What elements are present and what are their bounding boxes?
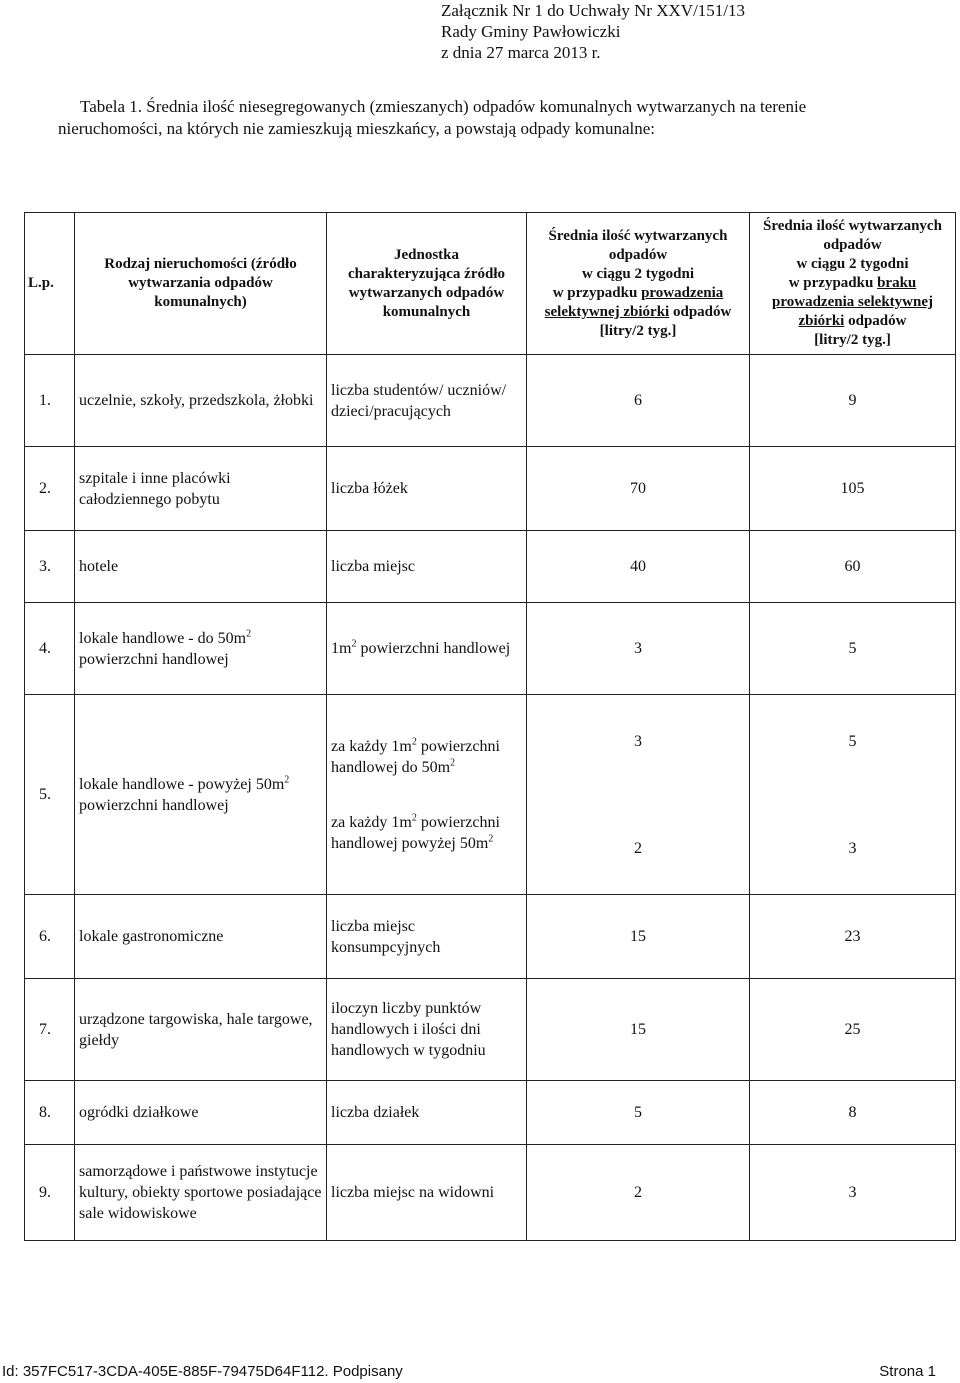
row-jednostka: liczba miejsc na widowni [327,1145,527,1241]
row-jednostka [327,695,527,895]
header-jednostka: Jednostka charakteryzująca źródło wytwarzanych odpadów komunalnych [327,213,527,355]
header-rodzaj: Rodzaj nieruchomości (źródło wytwarzania odpadów komunalnych) [75,213,327,355]
page-number: Strona 1 [879,1363,936,1380]
row-lp: 7. [25,979,75,1081]
council-line: Rady Gminy Pawłowiczki [441,22,621,41]
row-jednostka: liczba miejsc [327,531,527,603]
table-row [25,603,956,695]
header-non-selective: Średnia ilość wytwarzanych odpadów w ciągu 2 tygodni w przypadku braku prowadzenia selektywnej zbiórki odpadów [litry/2 tyg.] [750,213,956,355]
waste-table [24,212,956,1241]
table-row [25,531,956,603]
row-jednostka: liczba łóżek [327,447,527,531]
row-selective-value: 6 [527,355,750,447]
row-selective-value: 5 [527,1081,750,1145]
row-non-selective-value: 105 [750,447,956,531]
row-rodzaj: lokale handlowe - do $50m^2$ powierzchni handlowej [75,603,327,695]
row-non-selective-value: 3 [750,1145,956,1241]
table-caption [58,96,958,140]
row-lp: 2. [25,447,75,531]
row-selective-value: 70 [527,447,750,531]
row-selective-value: 3 [527,603,750,695]
row-rodzaj: lokale gastronomiczne [75,895,327,979]
header-selective: Średnia ilość wytwarzanych odpadów w ciągu 2 tygodni w przypadku prowadzenia selektywnej zbiórki odpadów [litry/2 tyg.] [527,213,750,355]
table-row [25,1145,956,1241]
row-jednostka: $1m^2$ powierzchni handlowej [327,603,527,695]
attachment-line: Załącznik Nr 1 do Uchwały Nr XXV/151/13 [441,1,746,20]
row-selective-value: 2 [527,1145,750,1241]
table-row [25,895,956,979]
row-non-selective-value: 5 3 [750,695,956,895]
row-jednostka: liczba działek [327,1081,527,1145]
row-rodzaj: szpitale i inne placówki całodziennego pobytu [75,447,327,531]
row-lp: 9. [25,1145,75,1241]
sub-unit-1: za każdy $1m^2$ powierzchni handlowej do $50m^2$ [331,736,500,776]
header-lp: L.p. [25,213,75,355]
row-jednostka: iloczyn liczby punktów handlowych i ilości dni handlowych w tygodniu [327,979,527,1081]
row-lp: 1. [25,355,75,447]
row-lp: 8. [25,1081,75,1145]
table-row [25,979,956,1081]
caption-line-2: nieruchomości, na których nie zamieszkują mieszkańcy, a powstają odpady komunalne: [58,119,656,138]
row-non-selective-value: 5 [750,603,956,695]
row-selective-value: 3 2 [527,695,750,895]
row-selective-value: 40 [527,531,750,603]
sub-unit-2: za każdy $1m^2$ powierzchni handlowej powyżej $50m^2$ [331,812,500,852]
row-lp: 3. [25,531,75,603]
row-lp: 4. [25,603,75,695]
row-non-selective-value: 23 [750,895,956,979]
row-rodzaj: lokale handlowe - powyżej $50m^2$ powierzchni handlowej [75,695,327,895]
table-row [25,447,956,531]
table-row [25,695,956,895]
row-non-selective-value: 9 [750,355,956,447]
row-jednostka: liczba miejsc konsumpcyjnych [327,895,527,979]
signature-id: Id: 357FC517-3CDA-405E-885F-79475D64F112. Podpisany [2,1363,403,1380]
table-header-row [25,213,956,355]
row-rodzaj: uczelnie, szkoły, przedszkola, żłobki [75,355,327,447]
row-rodzaj: samorządowe i państwowe instytucje kultury, obiekty sportowe posiadające sale widowiskowe [75,1145,327,1241]
date-line: z dnia 27 marca 2013 r. [441,43,601,62]
row-rodzaj: ogródki działkowe [75,1081,327,1145]
row-lp: 6. [25,895,75,979]
row-non-selective-value: 60 [750,531,956,603]
row-lp: 5. [25,695,75,895]
row-non-selective-value: 25 [750,979,956,1081]
row-rodzaj: hotele [75,531,327,603]
caption-line-1: Tabela 1. Średnia ilość niesegregowanych (zmieszanych) odpadów komunalnych wytwarzanych na terenie [80,97,807,116]
row-non-selective-value: 8 [750,1081,956,1145]
table-row [25,355,956,447]
row-jednostka: liczba studentów/ uczniów/ dzieci/pracujących [327,355,527,447]
row-selective-value: 15 [527,979,750,1081]
row-rodzaj: urządzone targowiska, hale targowe, giełdy [75,979,327,1081]
row-selective-value: 15 [527,895,750,979]
table-row [25,1081,956,1145]
document-header [441,0,745,63]
